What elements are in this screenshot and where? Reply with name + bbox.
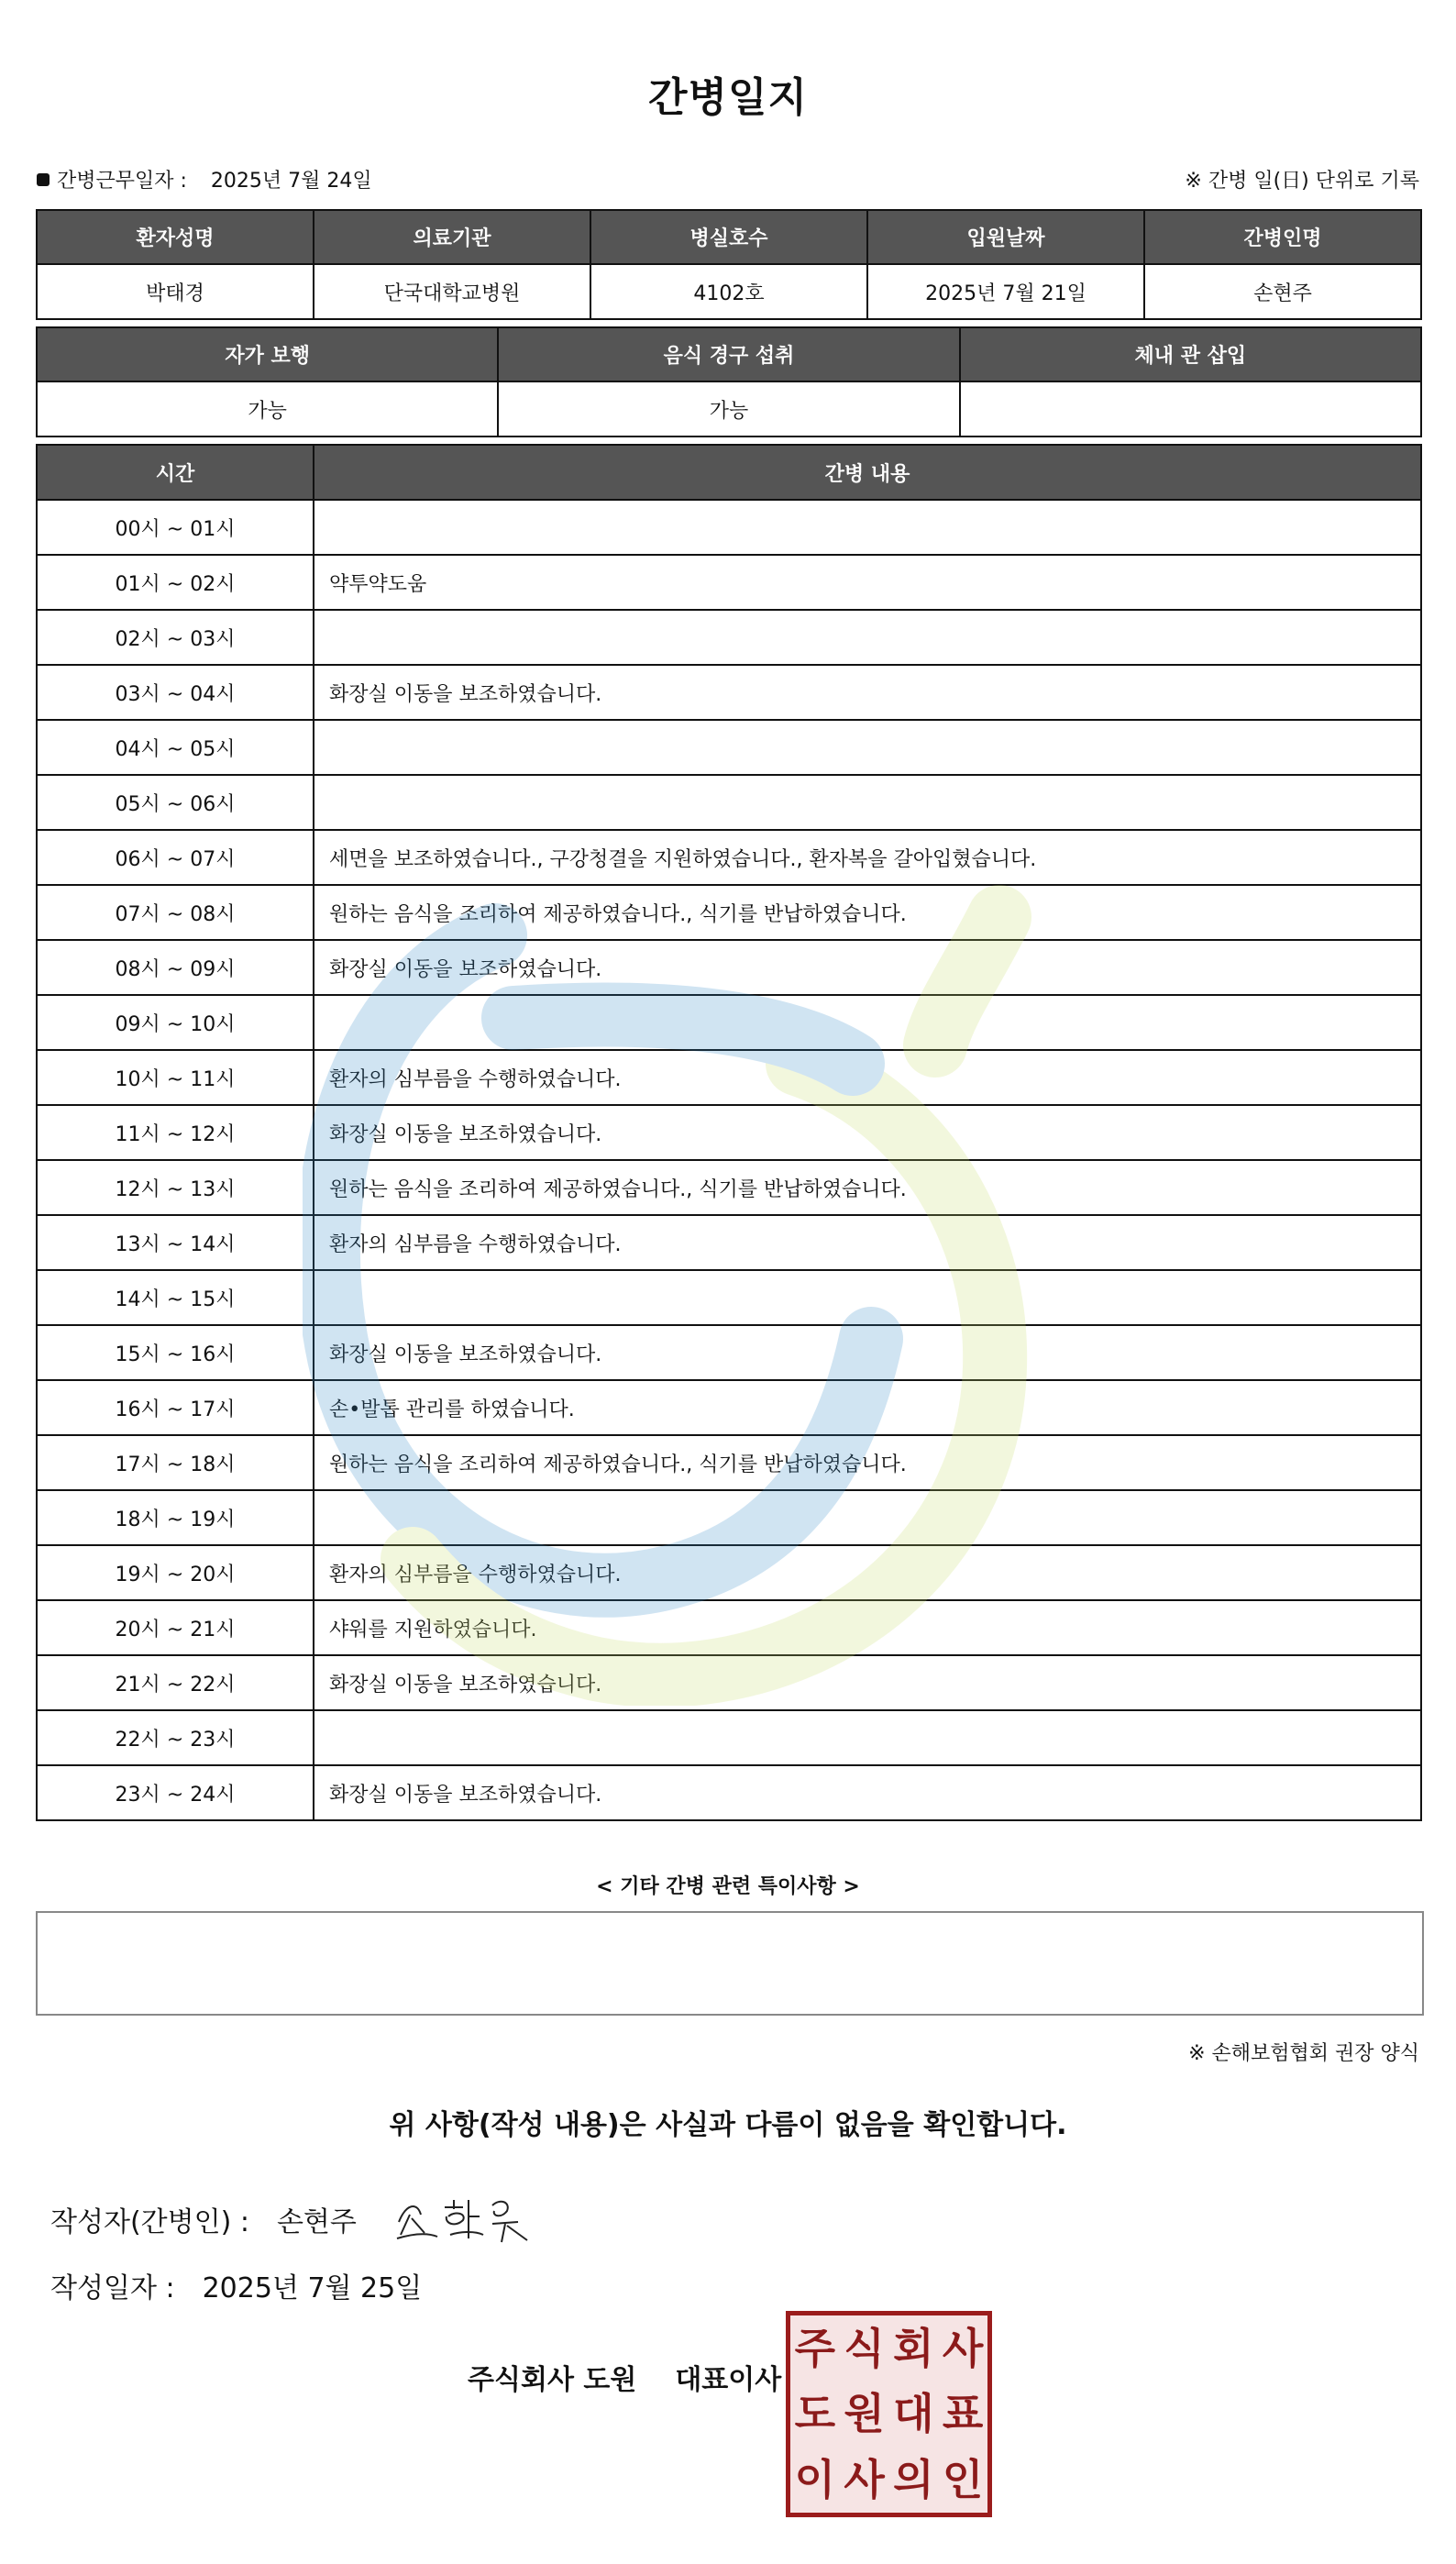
- table-row: [37, 1160, 1421, 1215]
- seal-character: 인: [942, 2455, 984, 2505]
- table-row: [37, 775, 1421, 830]
- care-content-cell: [314, 610, 1421, 665]
- care-content-cell: [314, 775, 1421, 830]
- time-cell: 17시 ~ 18시: [37, 1435, 314, 1490]
- header-oral-intake: 음식 경구 섭취: [498, 327, 959, 381]
- table-row: [37, 610, 1421, 665]
- table-row: [37, 665, 1421, 720]
- header-tube-insertion: 체내 관 삽입: [960, 327, 1421, 381]
- seal-character: 도: [794, 2389, 836, 2439]
- time-cell: 13시 ~ 14시: [37, 1215, 314, 1270]
- table-row: [37, 720, 1421, 775]
- table-row: [37, 1270, 1421, 1325]
- header-patient-name: 환자성명: [37, 210, 314, 264]
- care-content-cell: 원하는 음식을 조리하여 제공하였습니다., 식기를 반납하였습니다.: [314, 885, 1421, 940]
- author-row: [50, 2199, 357, 2239]
- header-caregiver-name: 간병인명: [1144, 210, 1421, 264]
- care-log-table: [36, 444, 1422, 1821]
- time-cell: 20시 ~ 21시: [37, 1600, 314, 1655]
- time-cell: 04시 ~ 05시: [37, 720, 314, 775]
- seal-character: 사: [844, 2455, 885, 2505]
- care-content-cell: [314, 500, 1421, 555]
- care-content-cell: 손•발톱 관리를 하였습니다.: [314, 1380, 1421, 1435]
- handwritten-signature: [390, 2187, 536, 2251]
- document-title: 간병일지: [647, 74, 808, 121]
- company-seal-stamp: [786, 2311, 992, 2517]
- time-cell: 07시 ~ 08시: [37, 885, 314, 940]
- header-self-walking: 자가 보행: [37, 327, 498, 381]
- care-content-cell: [314, 720, 1421, 775]
- time-cell: 19시 ~ 20시: [37, 1545, 314, 1600]
- table-row: [37, 1105, 1421, 1160]
- table-row: [37, 1655, 1421, 1710]
- time-cell: 06시 ~ 07시: [37, 830, 314, 885]
- seal-character: 식: [844, 2323, 885, 2373]
- seal-character: 의: [893, 2455, 934, 2505]
- author-name: 손현주: [276, 2206, 357, 2238]
- work-date-value: 2025년 7월 24일: [210, 170, 372, 193]
- table-row: [37, 1600, 1421, 1655]
- bullet-square-icon: [37, 173, 50, 186]
- header-admission-date: 입원날짜: [867, 210, 1144, 264]
- time-cell: 03시 ~ 04시: [37, 665, 314, 720]
- time-cell: 15시 ~ 16시: [37, 1325, 314, 1380]
- care-content-cell: 샤워를 지원하였습니다.: [314, 1600, 1421, 1655]
- header-care-content: 간병 내용: [314, 445, 1421, 500]
- time-cell: 22시 ~ 23시: [37, 1710, 314, 1765]
- work-date-row: [37, 165, 372, 193]
- table-row: [37, 1545, 1421, 1600]
- time-cell: 16시 ~ 17시: [37, 1380, 314, 1435]
- unit-note: ※ 간병 일(日) 단위로 기록: [1185, 170, 1419, 193]
- seal-character: 표: [942, 2389, 984, 2439]
- time-cell: 08시 ~ 09시: [37, 940, 314, 995]
- room-number: 4102호: [590, 264, 867, 319]
- time-cell: 18시 ~ 19시: [37, 1490, 314, 1545]
- care-content-cell: 환자의 심부름을 수행하였습니다.: [314, 1050, 1421, 1105]
- table-row: [37, 995, 1421, 1050]
- time-cell: 11시 ~ 12시: [37, 1105, 314, 1160]
- patient-status-table: [36, 326, 1422, 437]
- author-label: 작성자(간병인) :: [50, 2206, 249, 2238]
- care-content-cell: 화장실 이동을 보조하였습니다.: [314, 665, 1421, 720]
- admission-date: 2025년 7월 21일: [867, 264, 1144, 319]
- care-content-cell: [314, 995, 1421, 1050]
- table-row: [37, 500, 1421, 555]
- seal-character: 원: [844, 2389, 885, 2439]
- table-row: [37, 830, 1421, 885]
- care-content-cell: 화장실 이동을 보조하였습니다.: [314, 1105, 1421, 1160]
- table-row: [37, 1325, 1421, 1380]
- patient-info-table: [36, 209, 1422, 320]
- table-row: [37, 555, 1421, 610]
- time-cell: 05시 ~ 06시: [37, 775, 314, 830]
- table-row: [37, 1380, 1421, 1435]
- care-content-cell: 원하는 음식을 조리하여 제공하였습니다., 식기를 반납하였습니다.: [314, 1435, 1421, 1490]
- form-footnote: ※ 손해보험협회 권장 양식: [1188, 2042, 1419, 2065]
- written-date-label: 작성일자 :: [50, 2272, 175, 2304]
- time-cell: 09시 ~ 10시: [37, 995, 314, 1050]
- table-row: [37, 885, 1421, 940]
- table-row: [37, 1435, 1421, 1490]
- table-row: [37, 1215, 1421, 1270]
- seal-character: 이: [794, 2455, 836, 2505]
- company-row: [468, 2357, 781, 2397]
- table-row: [37, 1050, 1421, 1105]
- header-hospital: 의료기관: [314, 210, 590, 264]
- time-cell: 23시 ~ 24시: [37, 1765, 314, 1820]
- header-time: 시간: [37, 445, 314, 500]
- oral-intake-value: 가능: [498, 381, 959, 437]
- tube-insertion-value: [960, 381, 1421, 437]
- table-row: [37, 1490, 1421, 1545]
- time-cell: 12시 ~ 13시: [37, 1160, 314, 1215]
- seal-character: 회: [893, 2323, 934, 2373]
- notes-label: < 기타 간병 관련 특이사항 >: [596, 1875, 860, 1898]
- hospital-name: 단국대학교병원: [314, 264, 590, 319]
- confirmation-statement: 위 사항(작성 내용)은 사실과 다름이 없음을 확인합니다.: [389, 2109, 1067, 2141]
- work-date-label: 간병근무일자 :: [57, 170, 187, 193]
- written-date: 2025년 7월 25일: [202, 2272, 423, 2304]
- care-content-cell: 약투약도움: [314, 555, 1421, 610]
- seal-character: 사: [942, 2323, 984, 2373]
- patient-name: 박태경: [37, 264, 314, 319]
- care-content-cell: 화장실 이동을 보조하였습니다.: [314, 1655, 1421, 1710]
- care-content-cell: [314, 1710, 1421, 1765]
- care-content-cell: 환자의 심부름을 수행하였습니다.: [314, 1545, 1421, 1600]
- time-cell: 01시 ~ 02시: [37, 555, 314, 610]
- written-date-row: [50, 2265, 422, 2305]
- care-content-cell: 화장실 이동을 보조하였습니다.: [314, 940, 1421, 995]
- company-role: 대표이사: [675, 2364, 782, 2396]
- self-walking-value: 가능: [37, 381, 498, 437]
- time-cell: 21시 ~ 22시: [37, 1655, 314, 1710]
- table-row: [37, 940, 1421, 995]
- notes-box: [36, 1911, 1424, 2016]
- table-row: [37, 1710, 1421, 1765]
- seal-character: 대: [893, 2389, 934, 2439]
- seal-characters: [790, 2315, 987, 2513]
- care-content-cell: 세면을 보조하였습니다., 구강청결을 지원하였습니다., 환자복을 갈아입혔습니다.: [314, 830, 1421, 885]
- caregiver-name: 손현주: [1144, 264, 1421, 319]
- time-cell: 14시 ~ 15시: [37, 1270, 314, 1325]
- header-room: 병실호수: [590, 210, 867, 264]
- care-content-cell: [314, 1270, 1421, 1325]
- time-cell: 00시 ~ 01시: [37, 500, 314, 555]
- table-row: [37, 1765, 1421, 1820]
- seal-character: 주: [794, 2323, 836, 2373]
- care-content-cell: 화장실 이동을 보조하였습니다.: [314, 1325, 1421, 1380]
- care-content-cell: 원하는 음식을 조리하여 제공하였습니다., 식기를 반납하였습니다.: [314, 1160, 1421, 1215]
- care-log-body: [37, 500, 1421, 1820]
- care-content-cell: [314, 1490, 1421, 1545]
- care-content-cell: 환자의 심부름을 수행하였습니다.: [314, 1215, 1421, 1270]
- care-content-cell: 화장실 이동을 보조하였습니다.: [314, 1765, 1421, 1820]
- company-name: 주식회사 도원: [468, 2364, 637, 2396]
- time-cell: 10시 ~ 11시: [37, 1050, 314, 1105]
- time-cell: 02시 ~ 03시: [37, 610, 314, 665]
